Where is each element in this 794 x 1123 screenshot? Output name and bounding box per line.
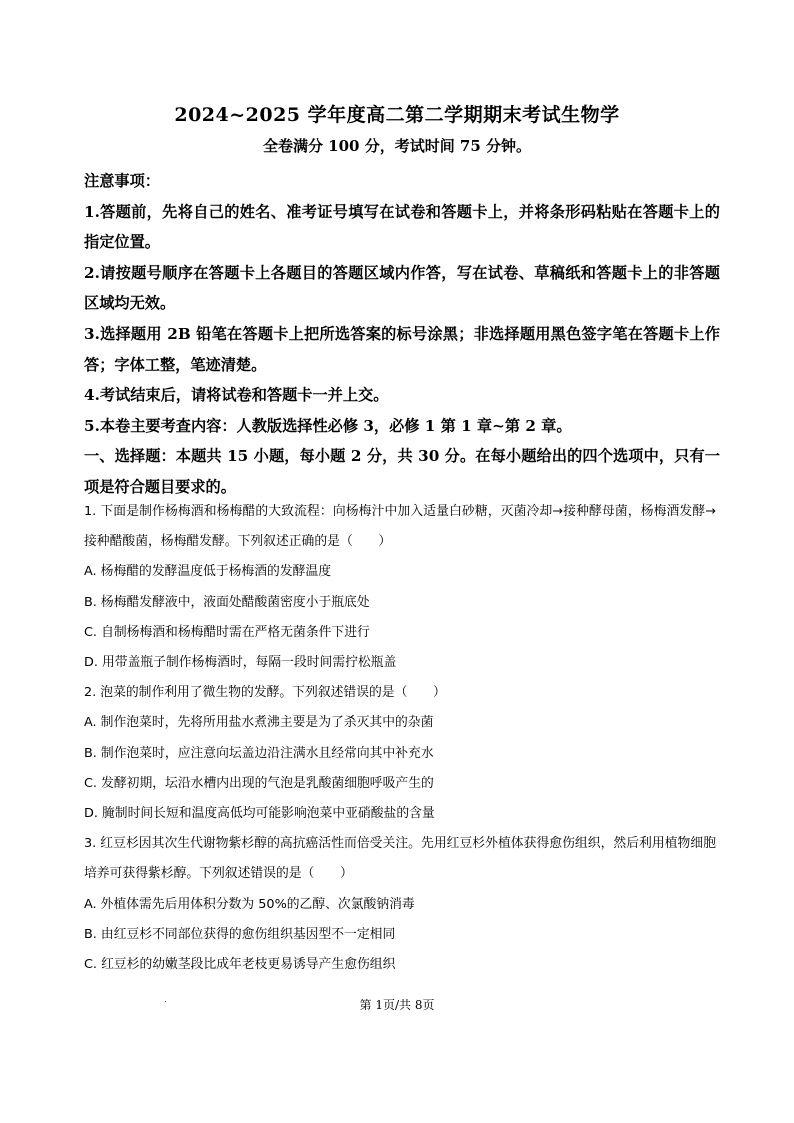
page-footer: 第 1页/共 8页: [359, 998, 435, 1012]
note-item: 3.选择题用 2B 铅笔在答题卡上把所选答案的标号涂黑；非选择题用黑色签字笔在答题卡上作答；字体工整，笔迹清楚。: [84, 324, 720, 374]
question-option: D. 用带盖瓶子制作杨梅酒时，每隔一段时间需拧松瓶盖: [84, 655, 397, 671]
note-item: 5.本卷主要考查内容：人教版选择性必修 3，必修 1 第 1 章~第 2 章。: [84, 416, 572, 435]
note-item: 1.答题前，先将自己的姓名、准考证号填写在试卷和答题卡上，并将条形码粘贴在答题卡上的指定位置。: [84, 202, 720, 252]
question-option: C. 发酵初期，坛沿水槽内出现的气泡是乳酸菌细胞呼吸产生的: [84, 775, 434, 791]
question-option: D. 腌制时间长短和温度高低均可能影响泡菜中亚硝酸盐的含量: [84, 806, 435, 822]
notes-heading: 注意事项：: [84, 172, 160, 190]
exam-subtitle: 全卷满分 100 分，考试时间 75 分钟。: [262, 137, 532, 155]
questions-section: [84, 497, 716, 980]
exam-title: 2024~2025 学年度高二第二学期期末考试生物学: [174, 104, 620, 126]
question-stem: 3. 红豆杉因其次生代谢物紫杉醇的高抗癌活性而倍受关注。先用红豆杉外植体获得愈伤组织，然后利用植物细胞培养可获得紫杉醇。下列叙述错误的是（ ）: [84, 836, 716, 882]
question-option: B. 由红豆杉不同部位获得的愈伤组织基因型不一定相同: [84, 926, 396, 942]
question-option: C. 自制杨梅酒和杨梅醋时需在严格无菌条件下进行: [84, 624, 370, 640]
question-option: C. 红豆杉的幼嫩茎段比成年老枝更易诱导产生愈伤组织: [84, 957, 396, 973]
question-option: B. 杨梅醋发酵液中，液面处醋酸菌密度小于瓶底处: [84, 594, 370, 610]
note-item: 2.请按题号顺序在答题卡上各题目的答题区域内作答，写在试卷、草稿纸和答题卡上的非答题区域均无效。: [84, 263, 720, 313]
notes-section: [84, 166, 720, 503]
question-option: A. 制作泡菜时，先将所用盐水煮沸主要是为了杀灭其中的杂菌: [84, 715, 434, 731]
note-item: 4.考试结束后，请将试卷和答题卡一并上交。: [84, 386, 389, 405]
question-option: A. 外植体需先后用体积分数为 50%的乙醇、次氯酸钠消毒: [84, 896, 415, 912]
question-option: A. 杨梅醋的发酵温度低于杨梅酒的发酵温度: [84, 564, 332, 580]
question-stem: 2. 泡菜的制作利用了微生物的发酵。下列叙述错误的是（ ）: [84, 685, 446, 701]
question-option: B. 制作泡菜时，应注意向坛盖边沿注满水且经常向其中补充水: [84, 745, 434, 761]
question-stem: 1. 下面是制作杨梅酒和杨梅醋的大致流程：向杨梅汁中加入适量白砂糖，灭菌冷却→接种酵母菌，杨梅酒发酵→接种醋酸菌，杨梅醋发酵。下列叙述正确的是（ ）: [84, 504, 716, 550]
section-heading: 一、选择题：本题共 15 小题，每小题 2 分，共 30 分。在每小题给出的四个选项中，只有一项是符合题目要求的。: [84, 447, 720, 496]
